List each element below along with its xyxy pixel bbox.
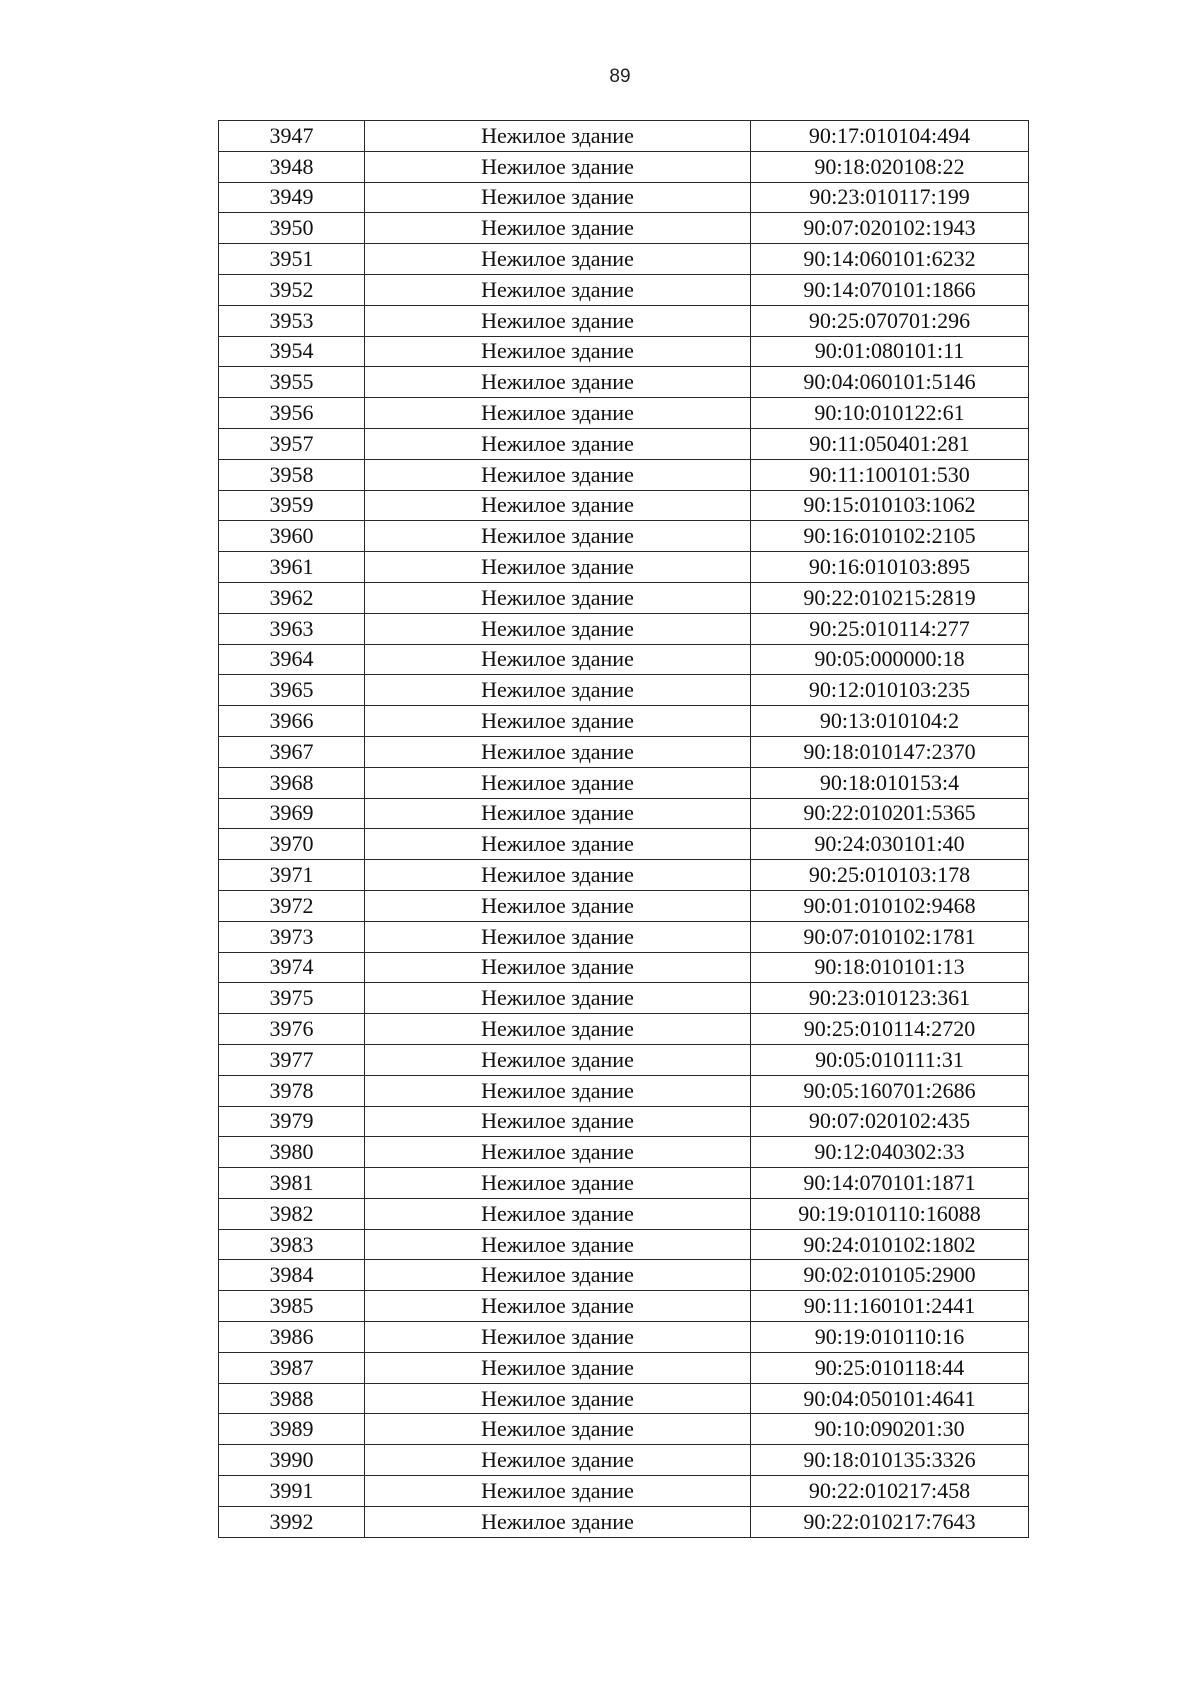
- row-number-cell: 3955: [219, 367, 365, 398]
- table-row: [219, 121, 1029, 152]
- row-number-cell: 3954: [219, 336, 365, 367]
- table-row: [219, 890, 1029, 921]
- object-type-cell: Нежилое здание: [365, 798, 751, 829]
- row-number-cell: 3971: [219, 860, 365, 891]
- row-number-cell: 3986: [219, 1322, 365, 1353]
- object-type-cell: Нежилое здание: [365, 274, 751, 305]
- cadastral-number-cell: 90:02:010105:2900: [751, 1260, 1029, 1291]
- object-type-cell: Нежилое здание: [365, 1476, 751, 1507]
- object-type-cell: Нежилое здание: [365, 1383, 751, 1414]
- table-row: [219, 1383, 1029, 1414]
- object-type-cell: Нежилое здание: [365, 1322, 751, 1353]
- row-number-cell: 3973: [219, 921, 365, 952]
- row-number-cell: 3949: [219, 182, 365, 213]
- row-number-cell: 3950: [219, 213, 365, 244]
- object-type-cell: Нежилое здание: [365, 1445, 751, 1476]
- object-type-cell: Нежилое здание: [365, 613, 751, 644]
- row-number-cell: 3958: [219, 459, 365, 490]
- table-row: [219, 367, 1029, 398]
- object-type-cell: Нежилое здание: [365, 582, 751, 613]
- table-row: [219, 213, 1029, 244]
- table-row: [219, 459, 1029, 490]
- table-row: [219, 1445, 1029, 1476]
- table-row: [219, 1044, 1029, 1075]
- cadastral-number-cell: 90:18:010101:13: [751, 952, 1029, 983]
- registry-table-body: [219, 121, 1029, 1538]
- cadastral-number-cell: 90:19:010110:16: [751, 1322, 1029, 1353]
- cadastral-number-cell: 90:18:010147:2370: [751, 736, 1029, 767]
- cadastral-number-cell: 90:25:010118:44: [751, 1352, 1029, 1383]
- row-number-cell: 3980: [219, 1137, 365, 1168]
- table-row: [219, 521, 1029, 552]
- table-row: [219, 428, 1029, 459]
- row-number-cell: 3976: [219, 1014, 365, 1045]
- cadastral-number-cell: 90:16:010102:2105: [751, 521, 1029, 552]
- object-type-cell: Нежилое здание: [365, 706, 751, 737]
- cadastral-number-cell: 90:19:010110:16088: [751, 1198, 1029, 1229]
- table-row: [219, 1229, 1029, 1260]
- row-number-cell: 3988: [219, 1383, 365, 1414]
- object-type-cell: Нежилое здание: [365, 213, 751, 244]
- table-row: [219, 829, 1029, 860]
- object-type-cell: Нежилое здание: [365, 1506, 751, 1537]
- table-row: [219, 1106, 1029, 1137]
- object-type-cell: Нежилое здание: [365, 644, 751, 675]
- object-type-cell: Нежилое здание: [365, 1106, 751, 1137]
- row-number-cell: 3959: [219, 490, 365, 521]
- cadastral-number-cell: 90:07:020102:435: [751, 1106, 1029, 1137]
- table-row: [219, 552, 1029, 583]
- cadastral-number-cell: 90:23:010123:361: [751, 983, 1029, 1014]
- table-row: [219, 1291, 1029, 1322]
- object-type-cell: Нежилое здание: [365, 1075, 751, 1106]
- row-number-cell: 3989: [219, 1414, 365, 1445]
- cadastral-number-cell: 90:23:010117:199: [751, 182, 1029, 213]
- cadastral-number-cell: 90:12:040302:33: [751, 1137, 1029, 1168]
- table-row: [219, 1476, 1029, 1507]
- table-row: [219, 490, 1029, 521]
- table-row: [219, 1352, 1029, 1383]
- row-number-cell: 3960: [219, 521, 365, 552]
- row-number-cell: 3965: [219, 675, 365, 706]
- object-type-cell: Нежилое здание: [365, 1014, 751, 1045]
- table-row: [219, 1014, 1029, 1045]
- cadastral-number-cell: 90:10:090201:30: [751, 1414, 1029, 1445]
- row-number-cell: 3982: [219, 1198, 365, 1229]
- cadastral-number-cell: 90:01:010102:9468: [751, 890, 1029, 921]
- cadastral-number-cell: 90:18:010153:4: [751, 767, 1029, 798]
- row-number-cell: 3962: [219, 582, 365, 613]
- row-number-cell: 3970: [219, 829, 365, 860]
- object-type-cell: Нежилое здание: [365, 121, 751, 152]
- row-number-cell: 3967: [219, 736, 365, 767]
- row-number-cell: 3951: [219, 244, 365, 275]
- object-type-cell: Нежилое здание: [365, 675, 751, 706]
- row-number-cell: 3992: [219, 1506, 365, 1537]
- row-number-cell: 3991: [219, 1476, 365, 1507]
- row-number-cell: 3969: [219, 798, 365, 829]
- table-row: [219, 244, 1029, 275]
- table-row: [219, 1506, 1029, 1537]
- cadastral-number-cell: 90:04:060101:5146: [751, 367, 1029, 398]
- object-type-cell: Нежилое здание: [365, 490, 751, 521]
- row-number-cell: 3985: [219, 1291, 365, 1322]
- object-type-cell: Нежилое здание: [365, 890, 751, 921]
- row-number-cell: 3987: [219, 1352, 365, 1383]
- cadastral-number-cell: 90:10:010122:61: [751, 398, 1029, 429]
- table-row: [219, 1198, 1029, 1229]
- row-number-cell: 3961: [219, 552, 365, 583]
- table-row: [219, 952, 1029, 983]
- table-row: [219, 274, 1029, 305]
- row-number-cell: 3948: [219, 151, 365, 182]
- object-type-cell: Нежилое здание: [365, 921, 751, 952]
- row-number-cell: 3984: [219, 1260, 365, 1291]
- table-row: [219, 182, 1029, 213]
- cadastral-number-cell: 90:24:030101:40: [751, 829, 1029, 860]
- table-row: [219, 1322, 1029, 1353]
- object-type-cell: Нежилое здание: [365, 1137, 751, 1168]
- row-number-cell: 3957: [219, 428, 365, 459]
- table-row: [219, 336, 1029, 367]
- table-row: [219, 1137, 1029, 1168]
- cadastral-number-cell: 90:05:160701:2686: [751, 1075, 1029, 1106]
- cadastral-number-cell: 90:01:080101:11: [751, 336, 1029, 367]
- object-type-cell: Нежилое здание: [365, 767, 751, 798]
- cadastral-number-cell: 90:25:010114:277: [751, 613, 1029, 644]
- cadastral-number-cell: 90:22:010217:458: [751, 1476, 1029, 1507]
- row-number-cell: 3983: [219, 1229, 365, 1260]
- cadastral-number-cell: 90:05:000000:18: [751, 644, 1029, 675]
- row-number-cell: 3979: [219, 1106, 365, 1137]
- row-number-cell: 3968: [219, 767, 365, 798]
- cadastral-number-cell: 90:25:010103:178: [751, 860, 1029, 891]
- table-row: [219, 921, 1029, 952]
- object-type-cell: Нежилое здание: [365, 1044, 751, 1075]
- cadastral-number-cell: 90:15:010103:1062: [751, 490, 1029, 521]
- table-row: [219, 305, 1029, 336]
- cadastral-number-cell: 90:07:020102:1943: [751, 213, 1029, 244]
- object-type-cell: Нежилое здание: [365, 459, 751, 490]
- cadastral-number-cell: 90:25:070701:296: [751, 305, 1029, 336]
- table-row: [219, 767, 1029, 798]
- object-type-cell: Нежилое здание: [365, 1352, 751, 1383]
- object-type-cell: Нежилое здание: [365, 1198, 751, 1229]
- cadastral-number-cell: 90:11:100101:530: [751, 459, 1029, 490]
- object-type-cell: Нежилое здание: [365, 521, 751, 552]
- row-number-cell: 3977: [219, 1044, 365, 1075]
- object-type-cell: Нежилое здание: [365, 983, 751, 1014]
- table-row: [219, 582, 1029, 613]
- object-type-cell: Нежилое здание: [365, 398, 751, 429]
- table-row: [219, 398, 1029, 429]
- object-type-cell: Нежилое здание: [365, 1414, 751, 1445]
- table-row: [219, 860, 1029, 891]
- table-row: [219, 675, 1029, 706]
- table-row: [219, 151, 1029, 182]
- row-number-cell: 3963: [219, 613, 365, 644]
- table-row: [219, 644, 1029, 675]
- table-row: [219, 1260, 1029, 1291]
- row-number-cell: 3947: [219, 121, 365, 152]
- cadastral-number-cell: 90:24:010102:1802: [751, 1229, 1029, 1260]
- row-number-cell: 3972: [219, 890, 365, 921]
- row-number-cell: 3964: [219, 644, 365, 675]
- table-row: [219, 798, 1029, 829]
- cadastral-number-cell: 90:14:070101:1871: [751, 1168, 1029, 1199]
- cadastral-number-cell: 90:22:010201:5365: [751, 798, 1029, 829]
- cadastral-number-cell: 90:22:010217:7643: [751, 1506, 1029, 1537]
- object-type-cell: Нежилое здание: [365, 428, 751, 459]
- cadastral-number-cell: 90:18:010135:3326: [751, 1445, 1029, 1476]
- table-row: [219, 706, 1029, 737]
- object-type-cell: Нежилое здание: [365, 952, 751, 983]
- cadastral-number-cell: 90:05:010111:31: [751, 1044, 1029, 1075]
- table-row: [219, 613, 1029, 644]
- row-number-cell: 3953: [219, 305, 365, 336]
- cadastral-number-cell: 90:25:010114:2720: [751, 1014, 1029, 1045]
- cadastral-number-cell: 90:14:060101:6232: [751, 244, 1029, 275]
- row-number-cell: 3978: [219, 1075, 365, 1106]
- cadastral-number-cell: 90:11:160101:2441: [751, 1291, 1029, 1322]
- table-row: [219, 1168, 1029, 1199]
- object-type-cell: Нежилое здание: [365, 305, 751, 336]
- row-number-cell: 3981: [219, 1168, 365, 1199]
- cadastral-number-cell: 90:11:050401:281: [751, 428, 1029, 459]
- cadastral-number-cell: 90:16:010103:895: [751, 552, 1029, 583]
- object-type-cell: Нежилое здание: [365, 1168, 751, 1199]
- table-row: [219, 736, 1029, 767]
- object-type-cell: Нежилое здание: [365, 860, 751, 891]
- cadastral-number-cell: 90:14:070101:1866: [751, 274, 1029, 305]
- table-row: [219, 983, 1029, 1014]
- cadastral-number-cell: 90:17:010104:494: [751, 121, 1029, 152]
- object-type-cell: Нежилое здание: [365, 736, 751, 767]
- row-number-cell: 3966: [219, 706, 365, 737]
- cadastral-number-cell: 90:22:010215:2819: [751, 582, 1029, 613]
- page-number: 89: [609, 66, 631, 87]
- object-type-cell: Нежилое здание: [365, 1260, 751, 1291]
- object-type-cell: Нежилое здание: [365, 1291, 751, 1322]
- row-number-cell: 3975: [219, 983, 365, 1014]
- cadastral-number-cell: 90:13:010104:2: [751, 706, 1029, 737]
- row-number-cell: 3974: [219, 952, 365, 983]
- cadastral-number-cell: 90:12:010103:235: [751, 675, 1029, 706]
- object-type-cell: Нежилое здание: [365, 336, 751, 367]
- object-type-cell: Нежилое здание: [365, 151, 751, 182]
- cadastral-number-cell: 90:18:020108:22: [751, 151, 1029, 182]
- row-number-cell: 3952: [219, 274, 365, 305]
- object-type-cell: Нежилое здание: [365, 552, 751, 583]
- object-type-cell: Нежилое здание: [365, 829, 751, 860]
- object-type-cell: Нежилое здание: [365, 244, 751, 275]
- row-number-cell: 3990: [219, 1445, 365, 1476]
- table-row: [219, 1075, 1029, 1106]
- object-type-cell: Нежилое здание: [365, 367, 751, 398]
- object-type-cell: Нежилое здание: [365, 182, 751, 213]
- object-type-cell: Нежилое здание: [365, 1229, 751, 1260]
- cadastral-number-cell: 90:07:010102:1781: [751, 921, 1029, 952]
- table-row: [219, 1414, 1029, 1445]
- cadastral-number-cell: 90:04:050101:4641: [751, 1383, 1029, 1414]
- row-number-cell: 3956: [219, 398, 365, 429]
- registry-table: [218, 120, 1029, 1538]
